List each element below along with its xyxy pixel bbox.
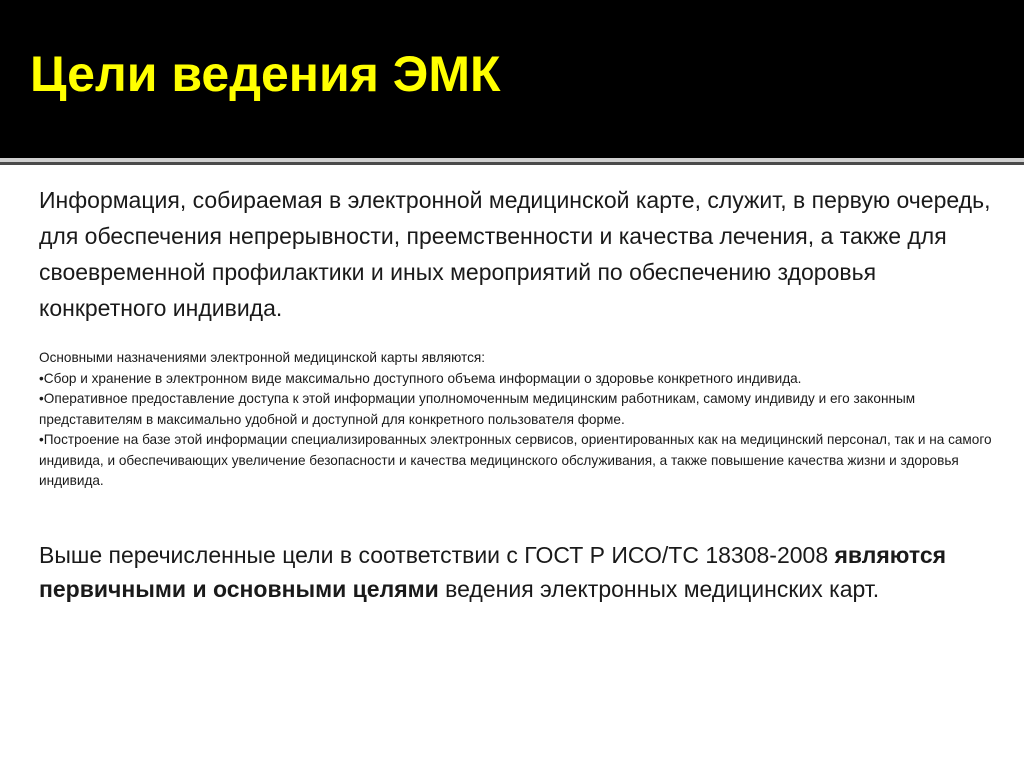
conclusion-emphasis: являются первичными и основными целями [39,542,947,602]
conclusion-text-start: Выше перечисленные цели в соответствии с ГОСТ Р ИСО/ТС 18308-2008 [39,542,835,568]
purposes-heading: Основными назначениями электронной медицинской карты являются: [39,350,486,365]
purpose-item: •Оперативное предоставление доступа к этой информации уполномоченным медицинским работникам, самому индивиду и его законным представителям в максимально удобной и доступной для конкретного пользователя форме. [39,391,916,427]
slide-content [0,165,1024,768]
slide-title: Цели ведения ЭМК [30,46,501,102]
purpose-item: •Сбор и хранение в электронном виде максимально доступного объема информации о здоровье конкретного индивида. [39,370,802,386]
purposes-list [39,348,999,492]
title-bar [0,0,1024,158]
conclusion-text-end: ведения электронных медицинских карт. [438,576,880,602]
intro-paragraph: Информация, собираемая в электронной медицинской карте, служит, в первую очередь, для обеспечения непрерывности, преемственности и качества лечения, а также для своевременной профилактики и иных мероприятий по обеспечению здоровья конкретного индивида. [39,187,991,321]
purpose-item: •Построение на базе этой информации специализированных электронных сервисов, ориентированных как на медицинский персонал, так и на самого индивида, и обеспечивающих увеличение безопасности и качества медицинского обслуживания, а также повышение качества жизни и здоровья индивида. [39,432,992,488]
conclusion-paragraph [39,538,999,606]
